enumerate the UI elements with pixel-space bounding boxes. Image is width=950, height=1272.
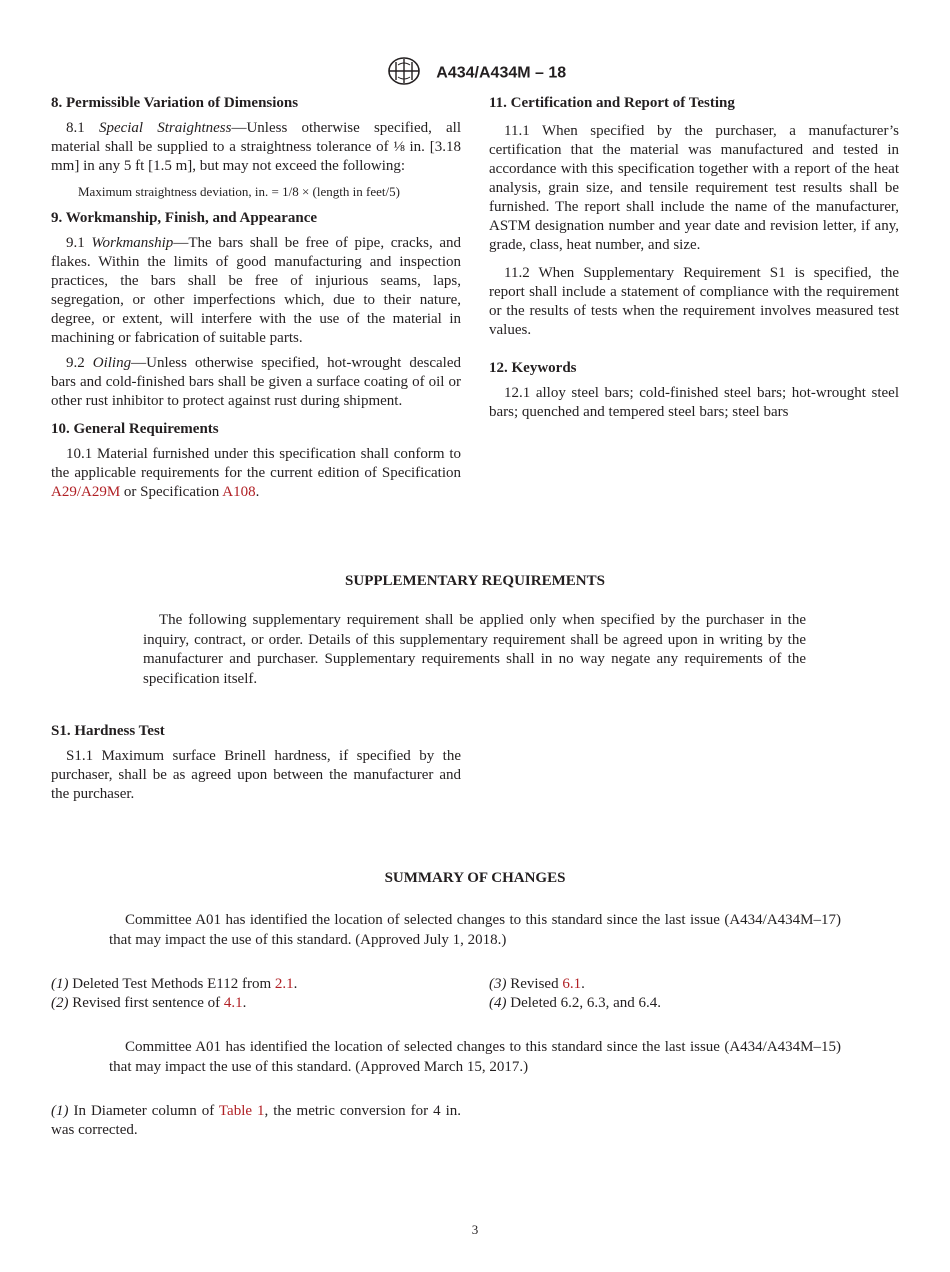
s1-block [51, 722, 461, 804]
change-item: (1) In Diameter column of Table 1, the metric conversion for 4 in. was corrected. [51, 1103, 461, 1138]
link-a29[interactable]: A29/A29M [51, 484, 121, 500]
changes-intro-2018: Committee A01 has identified the location of selected changes to this standard since the last issue (A434/A434M–17) that may impact the use of this standard. (Approved July 1, 2018.) [109, 912, 841, 948]
change-item: (3) Revised 6.1. [489, 976, 585, 992]
straightness-formula: Maximum straightness deviation, in. = 1/8 × (length in feet/5) [78, 184, 400, 199]
link-4-1[interactable]: 4.1 [223, 995, 243, 1011]
changes-list-2018-right [489, 975, 899, 1013]
section-9-1: 9.1 Workmanship—The bars shall be free of pipe, cracks, and flakes. Within the limits of good manufacturing and inspection practices, the bars shall be free of injurious seams, laps, segregation, or other imperfections which, due to their nature, degree, or extent, will interfere with the use of the material in machining or fabrication of suitable parts. [51, 235, 462, 346]
changes-intro-2017: Committee A01 has identified the location of selected changes to this standard since the last issue (A434/A434M–15) that may impact the use of this standard. (Approved March 15, 2017.) [109, 1039, 841, 1075]
section-11-heading: 11. Certification and Report of Testing [489, 95, 735, 111]
standard-designation: A434/A434M – 18 [436, 64, 567, 82]
astm-logo-icon [384, 56, 424, 91]
section-10-1: 10.1 Material furnished under this specification shall conform to the applicable requirements for the current edition of Specification A29/A29M or Specification A108. [51, 446, 461, 500]
right-column [489, 94, 899, 422]
changes-title: SUMMARY OF CHANGES [384, 870, 566, 886]
change-item: (2) Revised first sentence of 4.1. [51, 995, 247, 1011]
section-9-2: 9.2 Oiling—Unless otherwise specified, hot-wrought descaled bars and cold-finished bars shall be given a surface coating of oil or other rust inhibitor to protect against rust during shipment. [51, 355, 461, 409]
page-header [0, 56, 950, 91]
s1-heading: S1. Hardness Test [51, 723, 165, 739]
section-8-1: 8.1 Special Straightness—Unless otherwise specified, all material shall be supplied to a straightness tolerance of ⅛ in. [3.18 mm] in any 5 ft [1.5 m], but may not exceed the following: [51, 120, 462, 174]
link-a108[interactable]: A108 [222, 484, 256, 500]
changes-list-2018-left [51, 975, 461, 1013]
supplementary-title: SUPPLEMENTARY REQUIREMENTS [345, 573, 605, 589]
section-12-1: 12.1 alloy steel bars; cold-finished steel bars; hot-wrought steel bars; quenched and tempered steel bars; steel bars [489, 385, 899, 420]
section-11-1: 11.1 When specified by the purchaser, a manufacturer’s certification that the material was manufactured and tested in accordance with this specification together with a report of the heat analysis, grain size, and tensile requirement test results shall be furnished. The report shall include the name of the manufacturer, ASTM designation number and year date and revision letter, if any, grade, class, heat number, and size. [489, 123, 899, 253]
left-column [51, 94, 461, 502]
change-item: (1) Deleted Test Methods E112 from 2.1. [51, 976, 298, 992]
link-6-1[interactable]: 6.1 [562, 976, 582, 992]
change-item: (4) Deleted 6.2, 6.3, and 6.4. [489, 995, 662, 1011]
page-number: 3 [471, 1222, 479, 1237]
section-11-2: 11.2 When Supplementary Requirement S1 is specified, the report shall include a statement of compliance with the requirement or the results of tests when the requirement involves measured test values. [489, 265, 899, 338]
section-8-heading: 8. Permissible Variation of Dimensions [51, 95, 299, 111]
changes-list-2017 [51, 1102, 461, 1140]
link-table-1[interactable]: Table 1 [218, 1103, 265, 1119]
link-2-1[interactable]: 2.1 [274, 976, 294, 992]
section-9-heading: 9. Workmanship, Finish, and Appearance [51, 210, 318, 226]
supplementary-intro: The following supplementary requirement shall be applied only when specified by the purchaser in the inquiry, contract, or order. Details of this supplementary requirement shall be agreed upon in writing by the manufacturer and purchaser. Supplementary requirements shall in no way negate any requirements of the specification itself. [143, 612, 806, 687]
section-12-heading: 12. Keywords [489, 360, 577, 376]
s1-1: S1.1 Maximum surface Brinell hardness, if specified by the purchaser, shall be as agreed upon between the manufacturer and the purchaser. [51, 748, 461, 802]
section-10-heading: 10. General Requirements [51, 421, 219, 437]
